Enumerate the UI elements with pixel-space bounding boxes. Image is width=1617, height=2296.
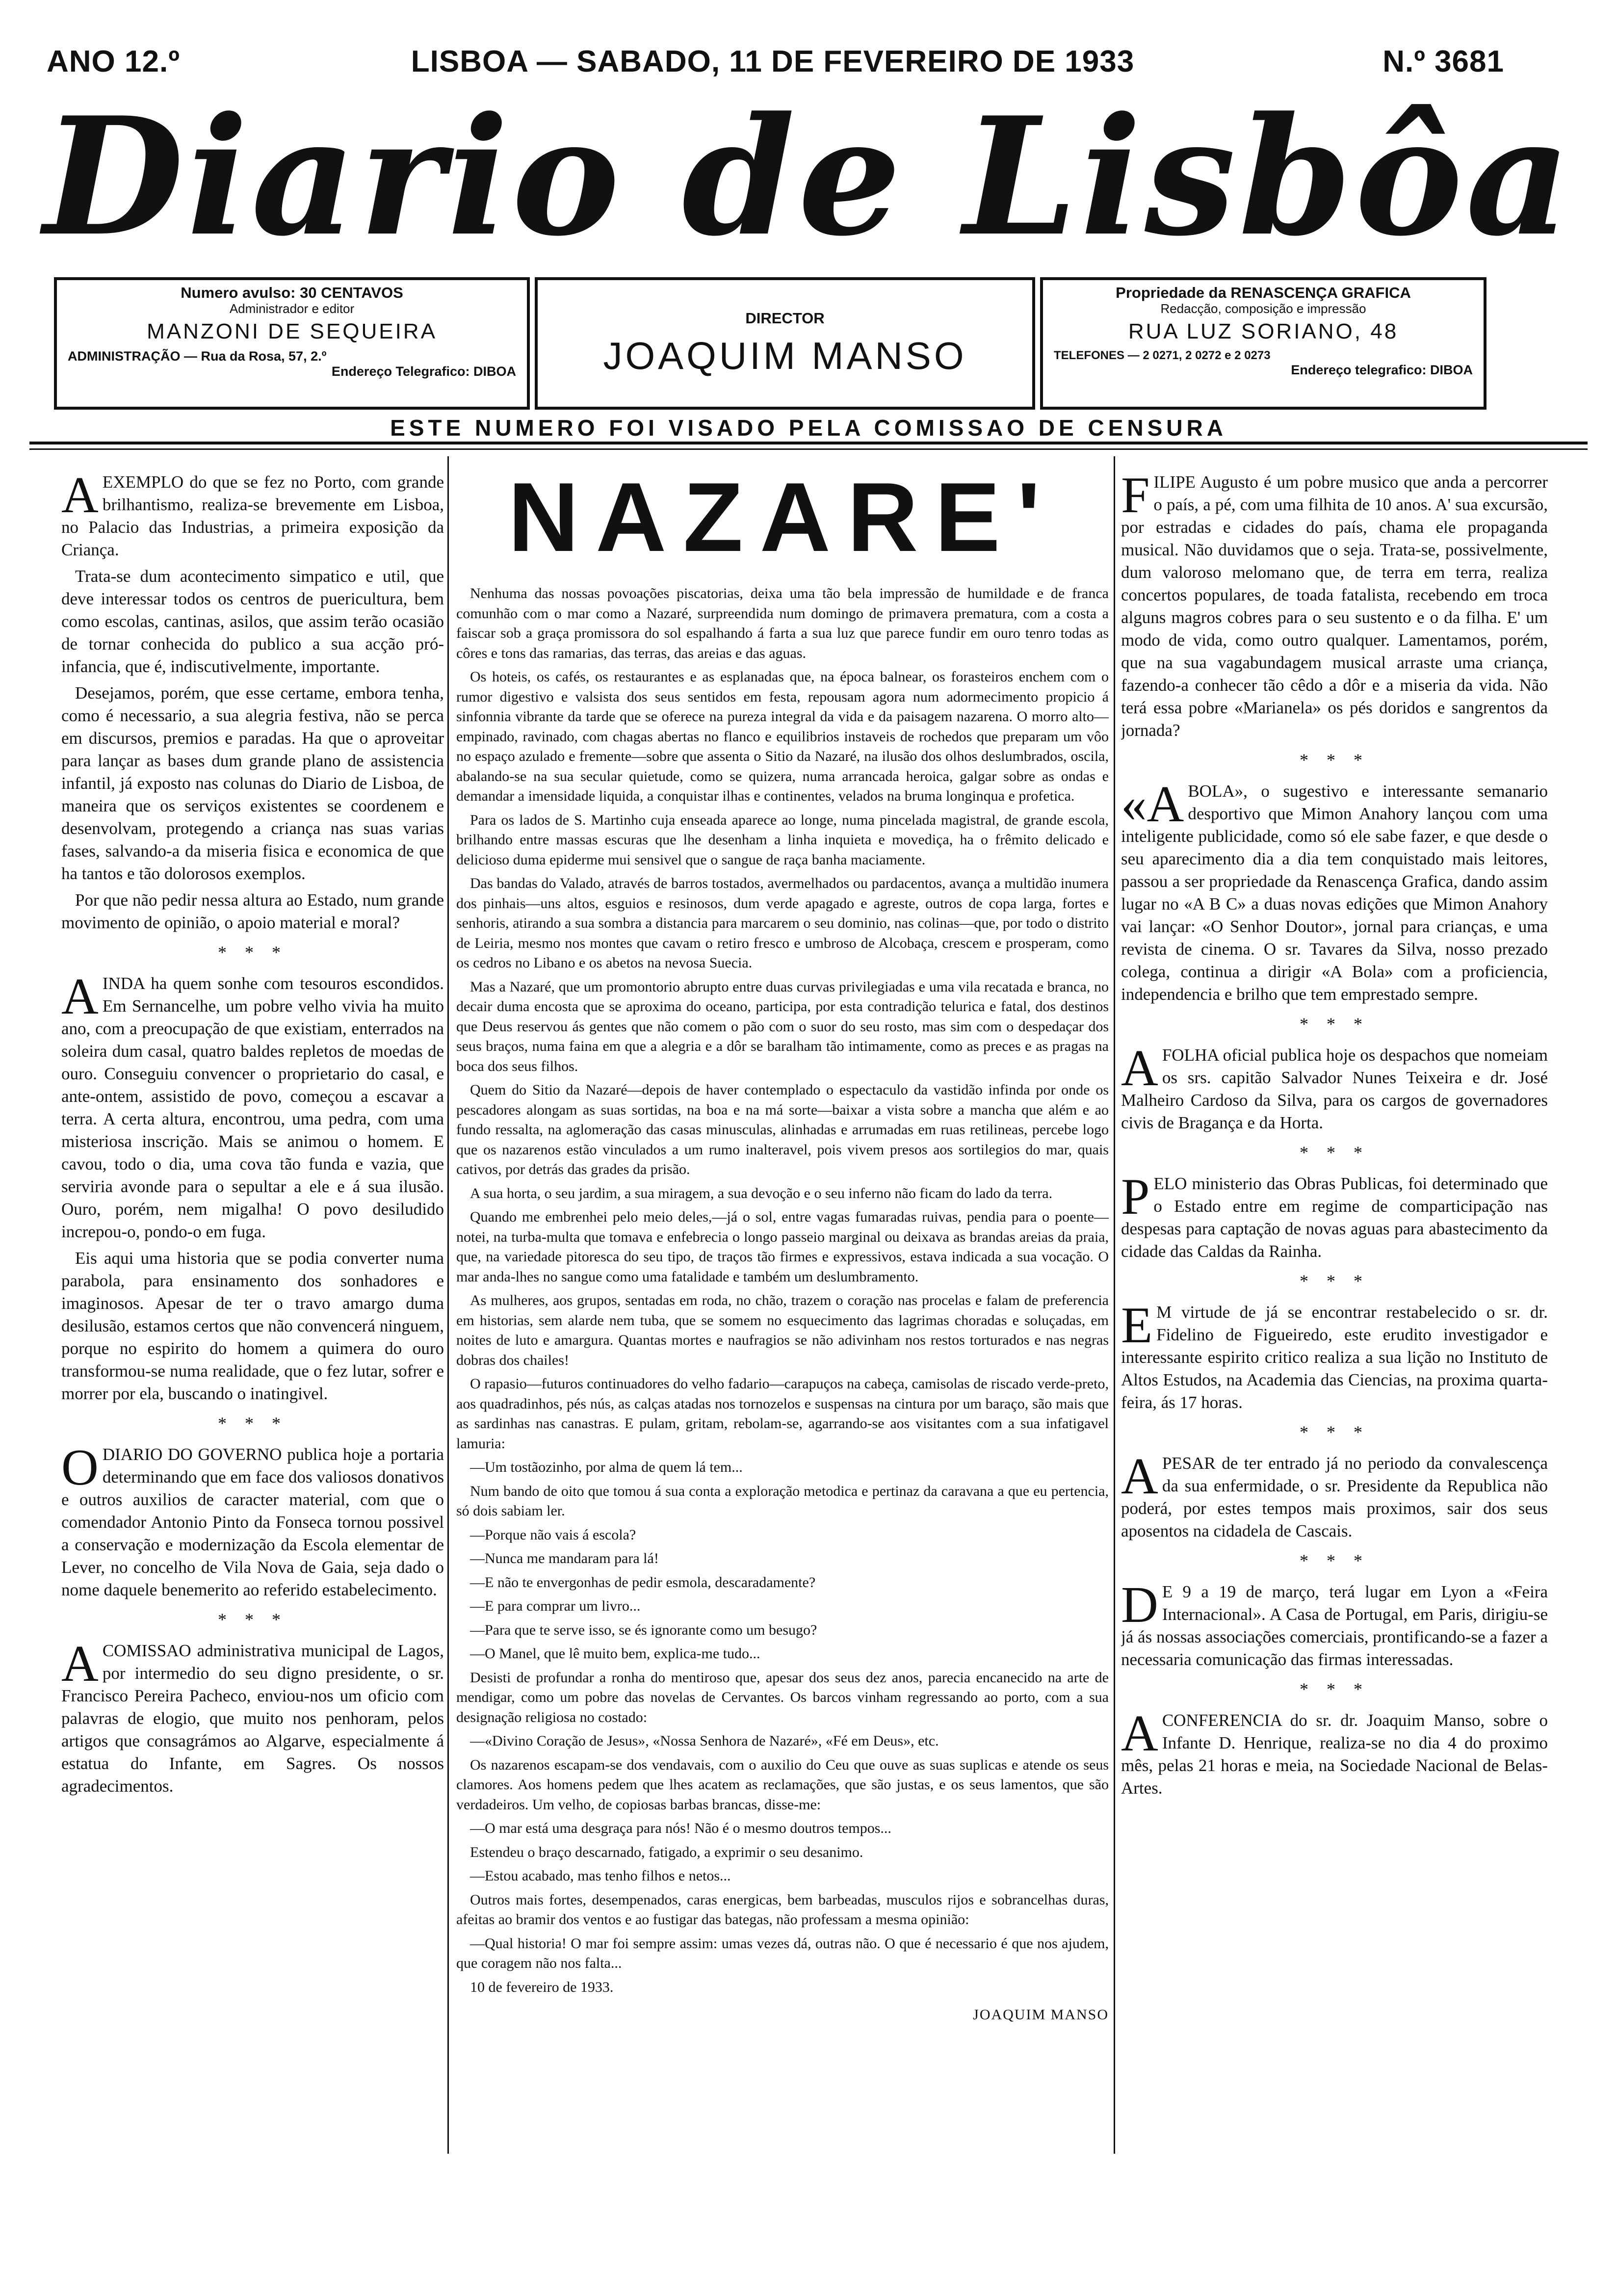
street-address: RUA LUZ SORIANO, 48 <box>1128 319 1399 343</box>
news-item: PELO ministerio das Obras Publicas, foi determinado que o Estado entre em regime de comparticipação nas despesas para captação de novas aguas para abastecimento da cidade das Caldas da Rainha. <box>1121 1168 1548 1261</box>
news-item: EM virtude de já se encontrar restabelecido o sr. dr. Fidelino de Figueiredo, este erudito investigador e interessante espirito critico realiza a sua lição no Instituto de Altos Estudos, na Academia das Ciencias, na proxima quarta-feira, ás 17 horas. <box>1121 1296 1548 1412</box>
telegraph-address-right: Endereço telegrafico: DIBOA <box>1291 362 1473 377</box>
section-separator: * * * <box>1300 750 1369 770</box>
news-item: AFOLHA oficial publica hoje os despachos que nomeiam os srs. capitão Salvador Nunes Teixeira e dr. José Malheiro Cardoso da Silva, para os cargos de governadores civis de Bragança e da Horta. <box>1121 1039 1548 1132</box>
info-box-right <box>1040 277 1487 410</box>
paragraph: Eis aqui uma historia que se podia converter numa parabola, para ensinamento dos sonhadores e imaginosos. Apesar de ter o travo amargo duma desilusão, estamos certos que não convencerá ninguem, porque no espirito do homem a quimera do ouro transformou-se numa realidade, que o fez lutar, sofrer e morrer por ela, buscando o inatingivel. <box>61 1249 444 1403</box>
section-separator: * * * <box>218 942 287 962</box>
article-paragraph: Para os lados de S. Martinho cuja enseada aparece ao longe, numa pincelada magistral, de grande escola, brilhando entre massas escuras que lhe desenham a linha inquieta e movediça, ha o frêmito delicado e delicioso duma epiderme mui sensivel que o sangue de raça banha maciamente. <box>456 811 1109 868</box>
price-line: Numero avulso: 30 CENTAVOS <box>181 284 403 301</box>
editor-role: Administrador e editor <box>229 301 355 316</box>
paragraph: Por que não pedir nessa altura ao Estado, num grande movimento de opinião, o apoio material e moral? <box>61 890 444 932</box>
news-item: AEXEMPLO do que se fez no Porto, com grande brilhantismo, realiza-se brevemente em Lisboa, no Palacio das Industrias, a primeira exposição da Criança. <box>61 471 444 559</box>
header-rule-thin <box>29 448 1588 450</box>
article-paragraph: A sua horta, o seu jardim, a sua miragem, a sua devoção e o seu inferno não ficam do lado da terra. <box>470 1185 1053 1201</box>
article-paragraph: —Qual historia! O mar foi sempre assim: umas vezes dá, outras não. O que é necessario é que nos ajudem, que coragem não nos falta... <box>456 1935 1109 1971</box>
article-paragraph: Os hoteis, os cafés, os restaurantes e as esplanadas que, na época balnear, os forasteiros enchem com o rumor digestivo e valsista dos seus sentidos em festa, repousam agora num adormecimento propicio á sinfonnia vibrante da tarde que se oferece na pureza integral da vida e da paisagem nazarena. O morro alto—empinado, ravinado, com chagas abertas no flanco e equilibrios instaveis de rochedos que preparam um vôo no espaço azulado e fremente—sobre que assenta o Sitio da Nazaré, na ilusão dos olhos deslumbrados, oscila, abalando-se na sua secular quietude, como se quizera, numa arrancada heroica, galgar sobre as ondas e demandar a imensidade liquida, a conquistar ilhas e continentes, velados na bruma longinqua e profetica. <box>456 669 1109 804</box>
telegraph-address-left: Endereço Telegrafico: DIBOA <box>331 364 516 379</box>
news-item: DE 9 a 19 de março, terá lugar em Lyon a «Feira Internacional». A Casa de Portugal, em Paris, dirigiu-se já ás nossas associações comerciais, prontificando-se a fazer a necessaria comunicação das firmas interessadas. <box>1121 1576 1548 1669</box>
article-headline: NAZARE' <box>508 471 1057 572</box>
phone-numbers: TELEFONES — 2 0271, 2 0272 e 2 0273 <box>1054 349 1271 363</box>
info-box-director <box>535 277 1035 410</box>
article-paragraph: —E para comprar um livro... <box>470 1598 641 1614</box>
article-paragraph: Os nazarenos escapam-se dos vendavais, com o auxilio do Ceu que ouve as suas suplicas e atende os seus clamores. Aos homens pedem que lhes acatem as reclamações, que são justas, e os seus lamentos, que são verdadeiros. Um velho, de copiosas barbas brancas, disse-me: <box>456 1756 1109 1813</box>
newspaper-title: Diario de Lisbôa <box>43 81 1574 272</box>
section-separator: * * * <box>1300 1014 1369 1034</box>
article-body <box>456 584 1109 1974</box>
administration-address: ADMINISTRAÇÃO — Rua da Rosa, 57, 2.º <box>68 349 327 364</box>
article-paragraph: —Um tostãozinho, por alma de quem lá tem... <box>470 1459 743 1475</box>
news-item: ODIARIO DO GOVERNO publica hoje a portaria determinando que em face dos valiosos donativos e outros auxilios de caracter material, com que o comendador Antonio Pinto da Fonseca tornou possivel a conservação e modernização da Escola elementar de Lever, no concelho de Vila Nova de Gaia, seja dado o nome daquele benemerito ao referido estabelecimento. <box>61 1438 444 1599</box>
info-box-left <box>54 277 530 410</box>
center-column <box>456 471 1109 2149</box>
section-separator: * * * <box>1300 1679 1369 1699</box>
news-item: APESAR de ter entrado já no periodo da convalescença da sua enfermidade, o sr. Presidente da Republica não poderá, por estes tempos mais proximos, sair dos seus aposentos na cidadela de Cascais. <box>1121 1447 1548 1540</box>
article-paragraph: Nenhuma das nossas povoações piscatorias, deixa uma tão bela impressão de humildade e de franca comunhão com o mar como a Nazaré, surpreendida num domingo de primavera prematura, com a costa a faiscar sob a graça promissora do sol espalhando á farta a sua luz que parece fundir em ouro tenro todas as côres e tons das ramarias, das terras, das areias e das aguas. <box>456 585 1109 661</box>
article-paragraph: Quando me embrenhei pelo meio deles,—já o sol, entre vagas fumaradas ruivas, pendia para o poente—notei, na turba-multa que tomava e enfebrecia o longo passeio marginal ou deixava as brandas areias da praia, que, na variedade pitoresca do seu tipo, de traços tão firmes e expressivos, estava indicada a sua vocação. O mar anda-lhes no sangue como uma fatalidade e também um deslumbramento. <box>456 1209 1109 1285</box>
dept-line: Redacção, composição e impressão <box>1160 301 1366 316</box>
article-paragraph: —O mar está uma desgraça para nós! Não é o mesmo doutros tempos... <box>470 1820 891 1836</box>
news-item: ACONFERENCIA do sr. dr. Joaquim Manso, sobre o Infante D. Henrique, realiza-se no dia 4 do proximo mês, pelas 21 horas e meia, na Sociedade Nacional de Belas-Artes. <box>1121 1704 1548 1798</box>
article-signature: JOAQUIM MANSO <box>973 2007 1109 2023</box>
section-separator: * * * <box>218 1610 287 1629</box>
director-label: DIRECTOR <box>745 310 825 327</box>
article-paragraph: Desisti de profundar a ronha do mentiroso que, apesar dos seus dez anos, parecia encanecido na arte de mendigar, como um pobre das novelas de Cervantes. Os barcos vinham regressando ao porto, com a sua designação religiosa no costado: <box>456 1669 1109 1725</box>
article-paragraph: Outros mais fortes, desempenados, caras energicas, bem barbeadas, musculos rijos e sobrancelhas duras, afeitas ao bramir dos ventos e ao fustigar das bategas, não professam a mesma opinião: <box>456 1891 1109 1928</box>
column-divider <box>1114 456 1115 2154</box>
news-item: «ABOLA», o sugestivo e interessante semanario desportivo que Mimon Anahory lançou com uma inteligente publicidade, como só ele sabe fazer, e que desde o seu aparecimento dia a dia tem conquistado mais leitores, passou a ser propriedade da Renascença Grafica, dando assim lugar no «A B C» a duas novas edições que Mimon Anahory vai lançar: «O Senhor Doutor», jornal para crianças, e uma revista de cinema. O sr. Tavares da Silva, nosso prezado colega, continua a dirigir «A Bola» com a proficiencia, independencia e brilho que tem emprestado sempre. <box>1121 775 1548 1004</box>
column-divider <box>447 456 449 2154</box>
article-date: 10 de fevereiro de 1933. <box>470 1979 614 1995</box>
article-paragraph: —Nunca me mandaram para lá! <box>470 1550 659 1566</box>
issue-year: ANO 12.º <box>47 45 180 78</box>
left-column <box>61 471 444 2149</box>
section-separator: * * * <box>1300 1422 1369 1442</box>
section-separator: * * * <box>1300 1143 1369 1162</box>
censorship-notice: ESTE NUMERO FOI VISADO PELA COMISSAO DE CENSURA <box>390 415 1227 441</box>
right-column <box>1121 471 1548 2149</box>
paragraph: Desejamos, porém, que esse certame, embora tenha, como é necessario, a sua alegria festiva, não se perca em discursos, premios e paradas. Ha que o aproveitar para lançar as bases dum grande plano de assistencia infantil, já exposto nas colunas do Diario de Lisboa, de maneira que os serviços existentes se coordenem e desenvolvam, protegendo a criança nas suas varias fases, salvando-a da miseria fisica e economica de que ha tantos e tão dolorosos exemplos. <box>61 683 444 883</box>
article-paragraph: Mas a Nazaré, que um promontorio abrupto entre duas curvas privilegiadas e uma vila recatada e branca, no decair duma encosta que se aproxima do oceano, participa, por esta contradição telurica e fatal, dos destinos que Deus reservou ás gentes que não comem o pão com o suor do seu rosto, mas sim com o despedaçar dos seus braços, numa faina em que a alegria e a dôr se baralham tão intimamente, como as preces e as pragas na boca dos seus filhos. <box>456 978 1109 1074</box>
director-name: JOAQUIM MANSO <box>603 334 967 377</box>
section-separator: * * * <box>1300 1271 1369 1291</box>
article-paragraph: —Porque não vais á escola? <box>470 1526 636 1543</box>
article-paragraph: —«Divino Coração de Jesus», «Nossa Senhora de Nazaré», «Fé em Deus», etc. <box>470 1733 939 1749</box>
article-paragraph: Num bando de oito que tomou á sua conta a exploração metodica e pertinaz da caravana a que eu pertencia, só dois sabiam ler. <box>456 1483 1109 1519</box>
article-paragraph: As mulheres, aos grupos, sentadas em roda, no chão, trazem o coração nas procelas e falam de preferencia em historias, sem alarde nem tuba, que se somem no esquecimento das lagrimas choradas e soluçadas, em noites de luto e amargura. Quantas mortes e naufragios se não adivinham nos restos torturados e nas negras dobras dos chailes! <box>456 1292 1109 1368</box>
section-separator: * * * <box>218 1413 287 1433</box>
article-paragraph: —E não te envergonhas de pedir esmola, descaradamente? <box>470 1574 816 1591</box>
article-paragraph: Quem do Sitio da Nazaré—depois de haver contemplado o espectaculo da vastidão infinda por onde os pescadores alongam as suas sortidas, na boa e na má sorte—baixar a vista sobre a mancha que além e ao fundo ressalta, na aglomeração das casas minusculas, alinhadas e arrumadas em ruas retilineas, percebe logo que os nazarenos estão vinculados a um rumo inalteravel, pois vivem presos aos sortilegios do mar, quais cativos, por detrás das grades da prisão. <box>456 1082 1109 1177</box>
section-separator: * * * <box>1300 1551 1369 1570</box>
article-paragraph: —O Manel, que lê muito bem, explica-me tudo... <box>470 1645 760 1662</box>
owner-line: Propriedade da RENASCENÇA GRAFICA <box>1116 284 1411 301</box>
article-paragraph: —Estou acabado, mas tenho filhos e netos... <box>470 1868 731 1884</box>
dateline: LISBOA — SABADO, 11 DE FEVEREIRO DE 1933 <box>411 45 1135 78</box>
issue-number: N.º 3681 <box>1382 45 1504 78</box>
article-paragraph: Das bandas do Valado, através de barros tostados, avermelhados ou pardacentos, avança a multidão inumera dos pinhais—uns altos, esguios e resinosos, dum verde apagado e agreste, outros de copa larga, fortes e senhoris, atirando a sua sombra a distancia para marcarem o seu dominio, nas colinas—que, por todo o distrito de Leiria, mesmo nos montes que cavam o retiro fresco e umbroso de Alcobaça, crescem e prosperam, como os cedros no Libano e os abetos na nevosa Suecia. <box>456 875 1109 971</box>
header-rule <box>29 442 1588 444</box>
article-paragraph: O rapasio—futuros continuadores do velho fadario—carapuços na cabeça, camisolas de riscado verde-preto, aos quadradinhos, pés nús, as calças atadas nos tornozelos e suspensas na cintura por um baraço, são mais que as sardinhas nas canastras. E pulam, gritam, rebolam-se, agarrando-se aos visitantes com a sua infatigavel lamuria: <box>456 1376 1109 1452</box>
news-item: AINDA ha quem sonhe com tesouros escondidos. Em Sernancelhe, um pobre velho vivia ha muito ano, com a preocupação de que existiam, enterrados na soleira dum casal, quatro baldes repletos de moedas de ouro. Conseguiu convencer o proprietario do casal, e ante-ontem, assistido de povo, começou a escavar a terra. A certa altura, encontrou, uma pedra, com uma misteriosa inscrição. Mais se animou o homem. E cavou, todo o dia, uma cova tão funda e vazia, que serviria avonde para o sepultar a ele e á sua ilusão. Ouro, porém, nem migalha! O povo desiludido increpou-o, pondo-o em fuga. <box>61 967 444 1241</box>
news-item: FILIPE Augusto é um pobre musico que anda a percorrer o país, a pé, com uma filhita de 10 anos. A' sua excursão, por estradas e cidades do país, chama ele propaganda musical. Não duvidamos que o seja. Trata-se, possivelmente, dum valoroso melomano que, de terra em terra, realiza concertos populares, de toada fatalista, recebendo em troca alguns magros cobres para o seu sustento e o da filha. E' um modo de vida, como outro qualquer. Lamentamos, porém, que na sua vagabundagem musical arraste uma criança, fazendo-a conhecer tão cêdo a dôr e a miseria da vida. Não terá essa pobre «Marianela» os pés doridos e sangrentos da jornada? <box>1121 471 1548 740</box>
paragraph: Trata-se dum acontecimento simpatico e util, que deve interessar todos os centros de puericultura, bem como escolas, cantinas, asilos, que assim terão ocasião de tornar conhecida do publico a sua acção pró-infancia, que é, indiscutivelmente, importante. <box>61 567 444 676</box>
editor-name: MANZONI DE SEQUEIRA <box>147 319 437 343</box>
article-paragraph: Estendeu o braço descarnado, fatigado, a exprimir o seu desanimo. <box>470 1844 863 1860</box>
article-paragraph: —Para que te serve isso, se és ignorante como um besugo? <box>470 1621 817 1638</box>
news-item: ACOMISSAO administrativa municipal de Lagos, por intermedio do seu digno presidente, o sr. Francisco Pereira Pacheco, enviou-nos um oficio com palavras de elogio, que muito nos penhoram, pelos artigos que consagrámos ao Algarve, especialmente á estatua do Infante, em Sagres. Os nossos agradecimentos. <box>61 1635 444 1796</box>
